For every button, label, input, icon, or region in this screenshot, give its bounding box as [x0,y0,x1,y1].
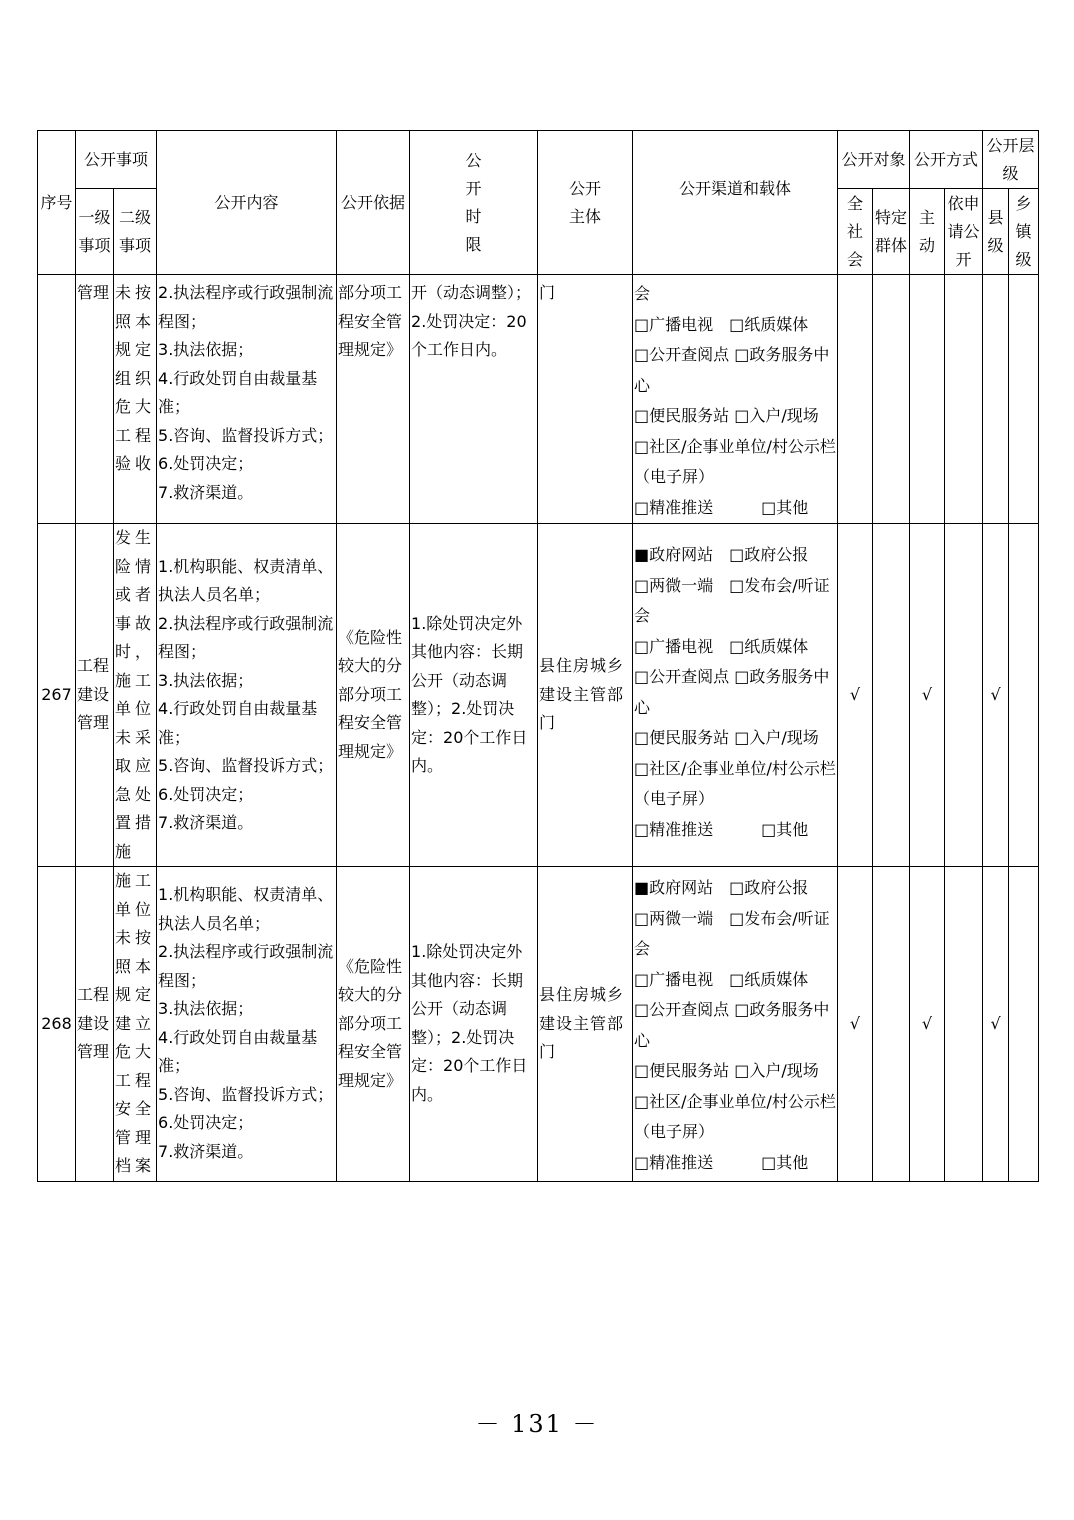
header-level2: 二级事项 [114,189,157,275]
row-basis: 《危险性较大的分部分项工程安全管理规定》 [337,524,410,867]
content-item: 5.咨询、监督投诉方式； [158,756,334,775]
header-seq: 序号 [38,131,76,275]
header-channels: 公开渠道和载体 [633,131,838,275]
header-target-specific: 特定群体 [873,189,910,275]
row-target-all: √ [838,524,873,867]
row-level2: 未按照本规定组织危大工程验收 [114,275,157,524]
content-item: 4.行政处罚自由裁量基准； [158,368,318,416]
content-item: 3.执法依据； [158,670,254,690]
row-basis: 《危险性较大的分部分项工程安全管理规定》 [337,867,410,1182]
channel-line: □广播电视 □纸质媒体 [634,314,809,334]
header-target-all: 全社会 [838,189,873,275]
row-seq: 267 [38,524,76,867]
channel-line: ■政府网站 □政府公报 [634,878,809,897]
header-time-limit: 公开时限 [410,131,538,275]
row-time-limit: 1.除处罚决定外其他内容：长期公开（动态调整）；2.处罚决定：20个工作日内。 [410,867,538,1182]
channel-line: □便民服务站 □入户/现场 [634,1061,819,1080]
row-target-all: √ [838,867,873,1182]
row-channels [633,524,838,867]
header-level-county: 县级 [983,189,1009,275]
row-target-specific [873,524,910,867]
table-row [38,275,1039,524]
content-item: 6.处罚决定； [158,454,254,473]
row-time-limit: 开（动态调整）；2.处罚决定：20个工作日内。 [410,275,538,524]
channel-line: □精准推送 □其他 [634,497,809,517]
content-item: 2.执法程序或行政强制流程图； [158,613,334,661]
content-item: 7.救济渠道。 [158,813,254,832]
row-level-county: √ [983,524,1009,867]
row-level-county [983,275,1009,524]
row-content [157,524,337,867]
row-seq: 268 [38,867,76,1182]
channel-line: □社区/企事业单位/村公示栏（电子屏） [634,436,836,486]
header-content: 公开内容 [157,131,337,275]
channel-line: □公开查阅点 □政务服务中心 [634,667,830,717]
row-subject: 县住房城乡建设主管部门 [538,524,633,867]
row-level1: 工程建设管理 [76,524,114,867]
row-subject: 门 [538,275,633,524]
header-level1: 一级事项 [76,189,114,275]
channel-line: ■政府网站 □政府公报 [634,545,809,564]
content-item: 6.处罚决定； [158,784,254,804]
channel-line: □公开查阅点 □政务服务中心 [634,1000,830,1050]
content-item: 3.执法依据； [158,999,254,1019]
row-method-active: √ [910,524,945,867]
channel-line: □精准推送 □其他 [634,819,809,839]
row-level-town [1009,867,1039,1182]
row-method-request [945,524,983,867]
header-method: 公开方式 [910,131,983,189]
content-item: 1.机构职能、权责清单、执法人员名单； [158,885,334,933]
row-target-specific [873,275,910,524]
header-matter: 公开事项 [76,131,157,189]
content-item: 4.行政处罚自由裁量基准； [158,1027,318,1076]
table-row [38,867,1039,1182]
row-time-limit: 1.除处罚决定外其他内容：长期公开（动态调整）；2.处罚决定：20个工作日内。 [410,524,538,867]
row-level-town [1009,275,1039,524]
header-level-town: 乡镇级 [1009,189,1039,275]
channel-line: 会 [634,284,651,303]
channel-line: □广播电视 □纸质媒体 [634,969,809,989]
row-method-active [910,275,945,524]
content-item: 5.咨询、监督投诉方式； [158,425,334,445]
row-target-specific [873,867,910,1182]
row-level-county: √ [983,867,1009,1182]
header-basis: 公开依据 [337,131,410,275]
disclosure-table [37,130,1039,1182]
header-method-active: 主动 [910,189,945,275]
channel-line: □两微一端 □发布会/听证会 [634,575,830,625]
content-item: 1.机构职能、权责清单、执法人员名单； [158,556,334,604]
row-channels [633,275,838,524]
row-basis: 部分项工程安全管理规定》 [337,275,410,524]
row-target-all [838,275,873,524]
content-item: 3.执法依据； [158,340,254,359]
content-item: 7.救济渠道。 [158,482,254,502]
content-item: 5.咨询、监督投诉方式； [158,1084,334,1104]
channel-line: □广播电视 □纸质媒体 [634,636,809,656]
row-level2: 施工单位未按照本规定建立危大工程安全管理档案 [114,867,157,1182]
content-item: 7.救济渠道。 [158,1141,254,1161]
row-level-town [1009,524,1039,867]
row-method-active: √ [910,867,945,1182]
channel-line: □社区/企事业单位/村公示栏（电子屏） [634,1091,836,1141]
content-item: 2.执法程序或行政强制流程图； [158,942,334,990]
row-content [157,867,337,1182]
row-seq [38,275,76,524]
channel-line: □便民服务站 □入户/现场 [634,406,819,425]
header-method-request: 依申请公开 [945,189,983,275]
row-content [157,275,337,524]
channel-line: □精准推送 □其他 [634,1152,809,1172]
content-item: 4.行政处罚自由裁量基准； [158,699,318,747]
content-item: 2.执法程序或行政强制流程图； [158,283,334,331]
row-level2: 发生险情或者事故时，施工单位未采取应急处置措施 [114,524,157,867]
row-subject: 县住房城乡建设主管部门 [538,867,633,1182]
row-level1: 管理 [76,275,114,524]
row-level1: 工程建设管理 [76,867,114,1182]
channel-line: □两微一端 □发布会/听证会 [634,908,830,958]
header-level: 公开层级 [983,131,1039,189]
page-number: － 131 － [475,1410,599,1438]
row-method-request [945,275,983,524]
header-target: 公开对象 [838,131,910,189]
row-channels [633,867,838,1182]
row-method-request [945,867,983,1182]
channel-line: □便民服务站 □入户/现场 [634,728,819,747]
header-subject: 公开主体 [538,131,633,275]
channel-line: □公开查阅点 □政务服务中心 [634,345,830,395]
content-item: 6.处罚决定； [158,1113,254,1133]
table-row [38,524,1039,867]
channel-line: □社区/企事业单位/村公示栏（电子屏） [634,758,836,808]
